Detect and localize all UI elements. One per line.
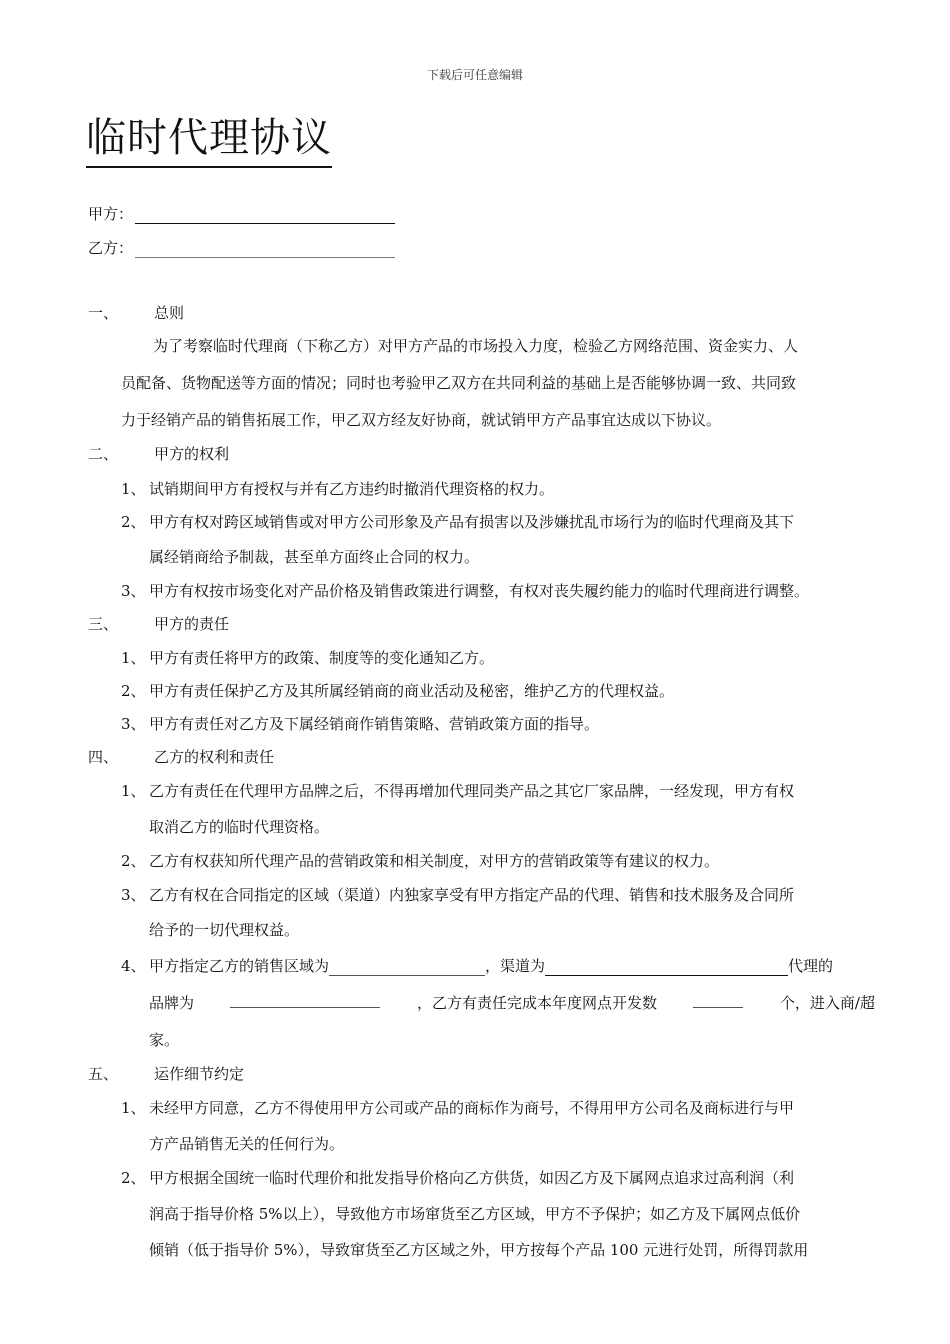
list-item <box>121 580 809 601</box>
paragraph-line: 为了考察临时代理商（下称乙方）对甲方产品的市场投入力度，检验乙方网络范围、资金实力、人 <box>153 337 799 355</box>
party-a-row <box>88 203 395 224</box>
item-number: 2、 <box>121 1169 146 1187</box>
section-title: 甲方的责任 <box>154 615 230 633</box>
item-number: 1、 <box>121 480 146 498</box>
list-item <box>121 680 674 701</box>
item-number: 3、 <box>121 715 146 733</box>
list-item <box>121 478 554 499</box>
section-heading <box>88 443 229 464</box>
item-number: 2、 <box>121 682 146 700</box>
party-b-blank[interactable] <box>135 242 395 258</box>
list-item <box>121 1097 794 1118</box>
item-text: 乙方有责任在代理甲方品牌之后，不得再增加代理同类产品之其它厂家品牌，一经发现，甲方有权 <box>149 782 795 800</box>
item-number: 3、 <box>121 886 146 904</box>
item-continuation <box>149 992 875 1013</box>
section-title: 总则 <box>154 304 185 322</box>
justified-line <box>149 992 875 1013</box>
item-number: 4、 <box>121 957 146 975</box>
item-text: 乙方有权获知所代理产品的营销政策和相关制度，对甲方的营销政策等有建议的权力。 <box>149 852 720 870</box>
item-text: 甲方有权按市场变化对产品价格及销售政策进行调整，有权对丧失履约能力的临时代理商进行调整。 <box>149 582 810 600</box>
section-heading <box>88 746 274 767</box>
paragraph-line: 力于经销产品的销售拓展工作，甲乙双方经友好协商，就试销甲方产品事宜达成以下协议。 <box>121 411 722 429</box>
item-text: ，乙方有责任完成本年度网点开发数 <box>416 994 657 1012</box>
item-text: 甲方有责任保护乙方及其所属经销商的商业活动及秘密，维护乙方的代理权益。 <box>149 682 675 700</box>
section-number: 二、 <box>88 445 119 463</box>
item-number: 2、 <box>121 852 146 870</box>
section-heading <box>88 1063 244 1084</box>
outlet-count-blank[interactable] <box>693 992 743 1008</box>
party-b-label: 乙方： <box>88 239 134 257</box>
item-continuation: 取消乙方的临时代理资格。 <box>149 818 330 836</box>
item-number: 1、 <box>121 649 146 667</box>
sales-region-blank[interactable] <box>329 960 485 976</box>
party-a-label: 甲方： <box>88 205 134 223</box>
list-item <box>121 511 794 532</box>
item-continuation: 给予的一切代理权益。 <box>149 921 300 939</box>
section-title: 乙方的权利和责任 <box>154 748 275 766</box>
page-header-note: 下载后可任意编辑 <box>426 68 523 82</box>
item-text: 甲方指定乙方的销售区域为 <box>149 957 330 975</box>
channel-blank[interactable] <box>545 960 788 976</box>
list-item <box>121 713 599 734</box>
party-a-blank[interactable] <box>135 208 395 224</box>
item-continuation: 方产品销售无关的任何行为。 <box>149 1135 345 1153</box>
list-item <box>121 780 794 801</box>
item-text: 甲方有权对跨区域销售或对甲方公司形象及产品有损害以及涉嫌扰乱市场行为的临时代理商及其下 <box>149 513 795 531</box>
item-text: 甲方有责任将甲方的政策、制度等的变化通知乙方。 <box>149 649 495 667</box>
item-number: 1、 <box>121 1099 146 1117</box>
item-continuation: 家。 <box>149 1031 180 1049</box>
item-text: 个，进入商/超 <box>779 994 875 1012</box>
item-number: 3、 <box>121 582 146 600</box>
section-title: 运作细节约定 <box>154 1065 245 1083</box>
list-item <box>121 1167 794 1188</box>
item-text: 试销期间甲方有授权与并有乙方违约时撤消代理资格的权力。 <box>149 480 555 498</box>
list-item <box>121 850 719 871</box>
list-item <box>121 955 833 976</box>
item-text: 代理的 <box>788 957 834 975</box>
item-continuation: 润高于指导价格 5%以上），导致他方市场窜货至乙方区域，甲方不予保护；如乙方及下属网点低价 <box>149 1205 801 1223</box>
section-number: 四、 <box>88 748 119 766</box>
item-text: ，渠道为 <box>485 957 546 975</box>
paragraph-line: 员配备、货物配送等方面的情况；同时也考验甲乙双方在共同利益的基础上是否能够协调一致、共同致 <box>121 374 797 392</box>
section-number: 三、 <box>88 615 119 633</box>
list-item <box>121 647 494 668</box>
brand-blank[interactable] <box>230 992 380 1008</box>
party-b-row <box>88 237 395 258</box>
item-number: 2、 <box>121 513 146 531</box>
item-text: 未经甲方同意，乙方不得使用甲方公司或产品的商标作为商号，不得用甲方公司名及商标进行与甲 <box>149 1099 795 1117</box>
document-title: 临时代理协议 <box>86 112 332 168</box>
item-text: 乙方有权在合同指定的区域（渠道）内独家享受有甲方指定产品的代理、销售和技术服务及合同所 <box>149 886 795 904</box>
section-heading <box>88 613 229 634</box>
item-text: 品牌为 <box>149 994 195 1012</box>
item-text: 甲方有责任对乙方及下属经销商作销售策略、营销政策方面的指导。 <box>149 715 600 733</box>
list-item <box>121 884 794 905</box>
section-heading <box>88 302 184 323</box>
section-number: 一、 <box>88 304 119 322</box>
section-title: 甲方的权利 <box>154 445 230 463</box>
item-continuation: 属经销商给予制裁，甚至单方面终止合同的权力。 <box>149 548 480 566</box>
item-continuation: 倾销（低于指导价 5%），导致窜货至乙方区域之外，甲方按每个产品 100 元进行处罚，所得罚款用 <box>149 1241 809 1259</box>
item-number: 1、 <box>121 782 146 800</box>
section-number: 五、 <box>88 1065 119 1083</box>
item-text: 甲方根据全国统一临时代理价和批发指导价格向乙方供货，如因乙方及下属网点追求过高利润（利 <box>149 1169 795 1187</box>
